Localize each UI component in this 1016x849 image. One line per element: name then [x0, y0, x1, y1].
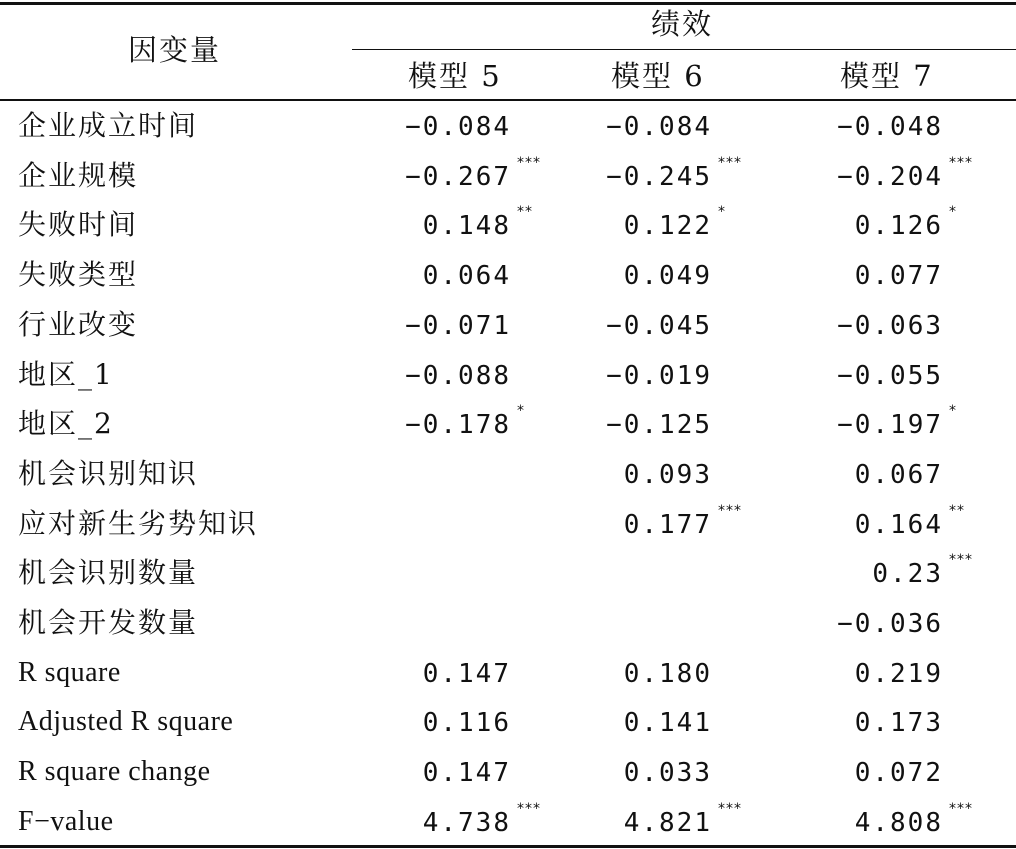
coefficient-value: −0.071: [405, 311, 511, 341]
model-5-coefficient: [311, 462, 511, 488]
model-6-coefficient: [512, 412, 712, 438]
coefficient-value: −0.055: [837, 361, 943, 391]
model-7-coefficient: [743, 263, 943, 289]
coefficient-value: 0.049: [623, 261, 712, 291]
significance-stars: ***: [949, 155, 973, 171]
row-label: 地区_2: [18, 407, 114, 440]
table-top-rule: [0, 2, 1016, 5]
model-5-coefficient: [311, 403, 525, 440]
model-7-coefficient: [743, 155, 973, 192]
coefficient-value: −0.197: [837, 410, 943, 440]
coefficient-value: −0.048: [837, 112, 943, 142]
row-label: 机会开发数量: [18, 606, 199, 639]
model-6-header: 模型 6: [611, 59, 705, 93]
coefficient-value: −0.245: [606, 162, 712, 192]
table-bottom-rule: [0, 845, 1016, 848]
dependent-variable-header: 因变量: [128, 33, 222, 67]
model-7-coefficient: [743, 403, 957, 440]
model-5-coefficient: [311, 760, 511, 786]
coefficient-value: 0.173: [854, 708, 943, 738]
model-6-coefficient: [512, 363, 712, 389]
model-5-coefficient: [311, 114, 511, 140]
model-7-coefficient: [743, 710, 943, 736]
coefficient-value: −0.063: [837, 311, 943, 341]
coefficient-value: 0.177: [623, 510, 712, 540]
significance-stars: ***: [949, 801, 973, 817]
row-label: 失败时间: [18, 208, 139, 241]
coefficient-value: −0.084: [606, 112, 712, 142]
significance-stars: *: [949, 204, 957, 220]
significance-stars: **: [949, 503, 965, 519]
significance-stars: ***: [718, 503, 742, 519]
model-6-coefficient: [512, 204, 726, 241]
model-7-coefficient: [743, 204, 957, 241]
coefficient-value: −0.267: [405, 162, 511, 192]
coefficient-value: 4.738: [422, 808, 511, 838]
row-label: R square change: [18, 756, 211, 787]
coefficient-value: 0.147: [422, 758, 511, 788]
coefficient-value: −0.019: [606, 361, 712, 391]
coefficient-value: 0.072: [854, 758, 943, 788]
coefficient-value: 0.067: [854, 460, 943, 490]
row-label: R square: [18, 657, 121, 688]
row-label: 企业规模: [18, 159, 139, 192]
row-label: 地区_1: [18, 358, 114, 391]
model-6-coefficient: [512, 263, 712, 289]
coefficient-value: −0.084: [405, 112, 511, 142]
model-5-coefficient: [311, 801, 541, 838]
coefficient-value: −0.036: [837, 609, 943, 639]
coefficient-value: 4.821: [623, 808, 712, 838]
significance-stars: ***: [718, 801, 742, 817]
coefficient-value: −0.204: [837, 162, 943, 192]
row-label: 行业改变: [18, 308, 139, 341]
model-5-coefficient: [311, 561, 511, 587]
coefficient-value: 0.126: [854, 211, 943, 241]
significance-stars: *: [718, 204, 726, 220]
coefficient-value: 0.23: [872, 559, 943, 589]
model-6-coefficient: [512, 313, 712, 339]
significance-stars: ***: [949, 552, 973, 568]
coefficient-value: 0.116: [422, 708, 511, 738]
coefficient-value: 0.147: [422, 659, 511, 689]
coefficient-value: −0.088: [405, 361, 511, 391]
model-6-coefficient: [512, 155, 742, 192]
row-label: Adjusted R square: [18, 706, 234, 737]
model-7-coefficient: [743, 801, 973, 838]
model-7-coefficient: [743, 503, 965, 540]
model-7-coefficient: [743, 363, 943, 389]
model-5-coefficient: [311, 710, 511, 736]
significance-stars: *: [517, 403, 525, 419]
coefficient-value: 0.033: [623, 758, 712, 788]
model-5-coefficient: [311, 204, 533, 241]
coefficient-value: 0.064: [422, 261, 511, 291]
coefficient-value: 0.180: [623, 659, 712, 689]
model-5-coefficient: [311, 263, 511, 289]
row-label: F−value: [18, 806, 114, 837]
row-label: 企业成立时间: [18, 109, 199, 142]
model-6-coefficient: [512, 710, 712, 736]
coefficient-value: 0.148: [422, 211, 511, 241]
model-6-coefficient: [512, 503, 742, 540]
model-7-coefficient: [743, 552, 973, 589]
significance-stars: *: [949, 403, 957, 419]
model-5-coefficient: [311, 313, 511, 339]
model-7-header: 模型 7: [840, 59, 934, 93]
coefficient-value: 4.808: [854, 808, 943, 838]
coefficient-value: −0.178: [405, 410, 511, 440]
group-header-rule: [352, 49, 1016, 50]
model-6-coefficient: [512, 661, 712, 687]
model-5-coefficient: [311, 512, 511, 538]
coefficient-value: 0.093: [623, 460, 712, 490]
coefficient-value: 0.077: [854, 261, 943, 291]
coefficient-value: −0.125: [606, 410, 712, 440]
performance-group-header: 绩效: [651, 7, 714, 41]
model-7-coefficient: [743, 313, 943, 339]
coefficient-value: 0.141: [623, 708, 712, 738]
row-label: 失败类型: [18, 258, 139, 291]
model-5-coefficient: [311, 155, 541, 192]
model-5-coefficient: [311, 611, 511, 637]
coefficient-value: 0.164: [854, 510, 943, 540]
significance-stars: ***: [517, 801, 541, 817]
row-label: 机会识别知识: [18, 457, 199, 490]
row-label: 应对新生劣势知识: [18, 507, 259, 540]
model-6-coefficient: [512, 760, 712, 786]
coefficient-value: 0.122: [623, 211, 712, 241]
coefficient-value: 0.219: [854, 659, 943, 689]
model-7-coefficient: [743, 114, 943, 140]
coefficient-value: −0.045: [606, 311, 712, 341]
model-5-header: 模型 5: [408, 59, 502, 93]
model-7-coefficient: [743, 661, 943, 687]
model-6-coefficient: [512, 611, 712, 637]
significance-stars: ***: [718, 155, 742, 171]
model-5-coefficient: [311, 661, 511, 687]
model-6-coefficient: [512, 114, 712, 140]
model-7-coefficient: [743, 462, 943, 488]
model-6-coefficient: [512, 561, 712, 587]
model-7-coefficient: [743, 760, 943, 786]
model-6-coefficient: [512, 801, 742, 838]
significance-stars: **: [517, 204, 533, 220]
significance-stars: ***: [517, 155, 541, 171]
model-7-coefficient: [743, 611, 943, 637]
model-6-coefficient: [512, 462, 712, 488]
row-label: 机会识别数量: [18, 556, 199, 589]
model-5-coefficient: [311, 363, 511, 389]
header-bottom-rule: [0, 99, 1016, 101]
